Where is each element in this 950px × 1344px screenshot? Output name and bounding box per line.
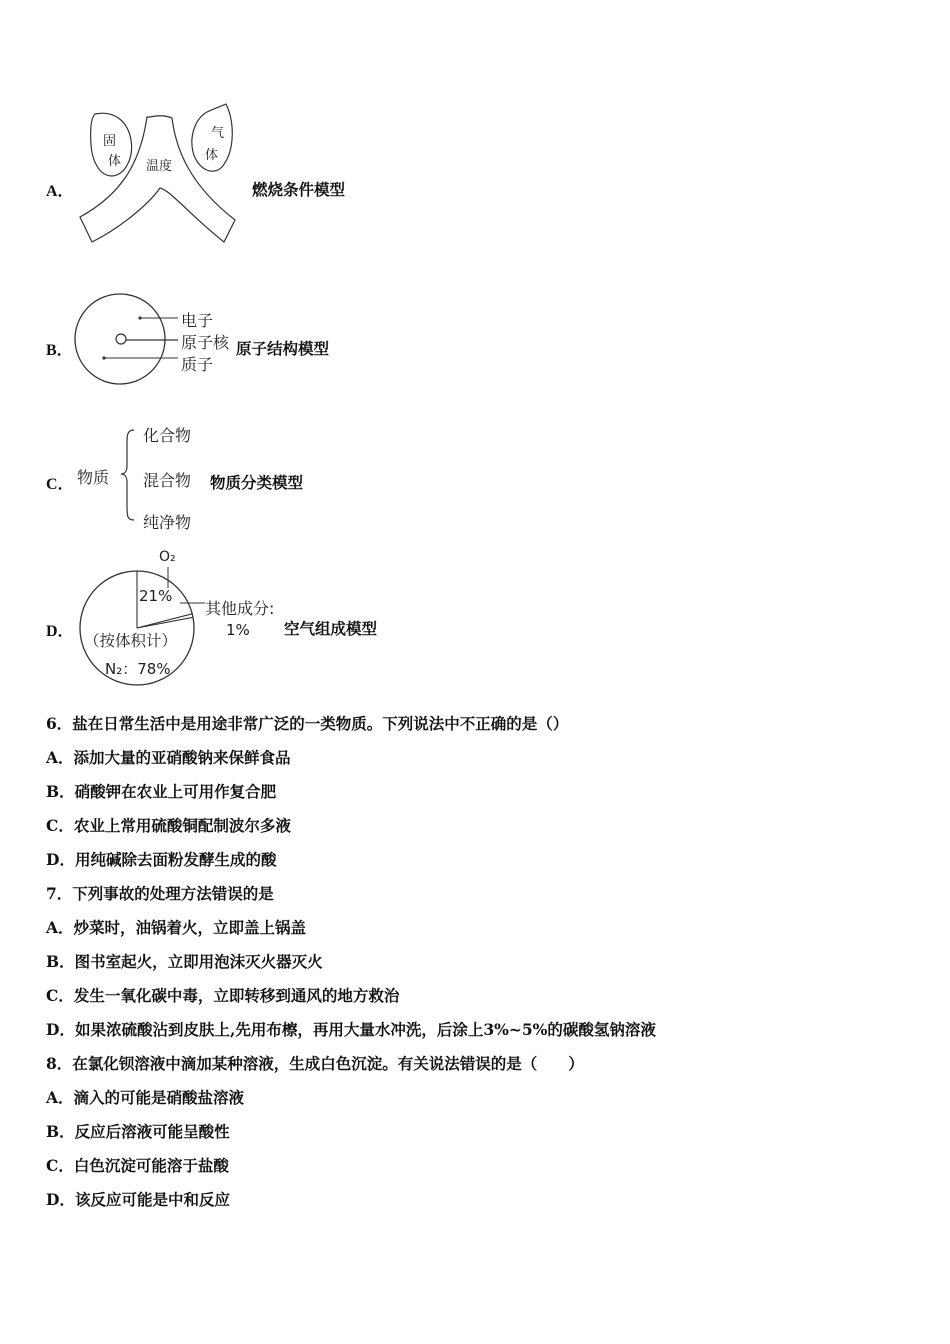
o2-percent-label: 21% bbox=[139, 587, 173, 605]
q7-option-d: D．如果浓硫酸沾到皮肤上,先用布檫，再用大量水冲洗，后涂上3%~5%的碳酸氢钠溶液 bbox=[46, 1020, 656, 1039]
q8-option-d: D．该反应可能是中和反应 bbox=[46, 1190, 230, 1209]
q8-stem: 8．在氯化钡溶液中滴加某种溶液，生成白色沉淀。有关说法错误的是（ ） bbox=[46, 1054, 584, 1073]
matter-root-label: 物质 bbox=[77, 468, 110, 487]
electron-label: 电子 bbox=[181, 311, 214, 330]
temperature-label: 温度 bbox=[146, 159, 173, 174]
option-b-label: B． bbox=[46, 342, 73, 359]
mixture-label: 混合物 bbox=[143, 471, 192, 490]
q7-option-b: B．图书室起火，立即用泡沫灭火器灭火 bbox=[46, 952, 323, 971]
q6-option-a: A．添加大量的亚硝酸钠来保鲜食品 bbox=[46, 748, 291, 767]
option-c-label: C． bbox=[46, 476, 74, 493]
other-components-label: 其他成分: bbox=[205, 599, 275, 618]
solid-char-2: 体 bbox=[108, 154, 122, 169]
q8-option-a: A．滴入的可能是硝酸盐溶液 bbox=[46, 1088, 245, 1107]
q6-stem: 6．盐在日常生活中是用途非常广泛的一类物质。下列说法中不正确的是（） bbox=[46, 714, 569, 733]
n2-percent-label: N₂：78% bbox=[105, 660, 171, 678]
nucleus-label: 原子核 bbox=[181, 333, 230, 352]
pure-substance-label: 纯净物 bbox=[143, 513, 192, 532]
option-a-label: A． bbox=[46, 183, 74, 200]
solid-char-1: 固 bbox=[103, 134, 117, 149]
gas-char-2: 体 bbox=[205, 148, 219, 163]
q6-option-b: B．硝酸钾在农业上可用作复合肥 bbox=[46, 782, 277, 801]
q8-option-c: C．白色沉淀可能溶于盐酸 bbox=[46, 1156, 229, 1175]
option-d-caption: 空气组成模型 bbox=[284, 619, 378, 638]
n2-slice-boundary bbox=[137, 617, 193, 628]
option-c-caption: 物质分类模型 bbox=[210, 473, 304, 492]
q7-stem: 7．下列事故的处理方法错误的是 bbox=[46, 884, 274, 903]
option-d-label: D． bbox=[46, 623, 74, 640]
q7-option-c: C．发生一氧化碳中毒，立即转移到通风的地方救治 bbox=[46, 986, 400, 1005]
other-percent-label: 1% bbox=[226, 621, 250, 639]
proton-label: 质子 bbox=[181, 355, 214, 374]
q6-option-c: C．农业上常用硫酸铜配制波尔多液 bbox=[46, 816, 291, 835]
o2-label: O₂ bbox=[159, 549, 176, 565]
q8-option-b: B．反应后溶液可能呈酸性 bbox=[46, 1122, 230, 1141]
q6-option-d: D．用纯碱除去面粉发酵生成的酸 bbox=[46, 850, 277, 869]
q7-option-a: A．炒菜时，油锅着火，立即盖上锅盖 bbox=[46, 918, 307, 937]
option-b-caption: 原子结构模型 bbox=[236, 339, 330, 358]
gas-char-1: 气 bbox=[211, 126, 225, 141]
compound-label: 化合物 bbox=[143, 426, 192, 445]
volume-basis-label: （按体积计） bbox=[84, 632, 178, 650]
option-a-caption: 燃烧条件模型 bbox=[252, 180, 346, 199]
